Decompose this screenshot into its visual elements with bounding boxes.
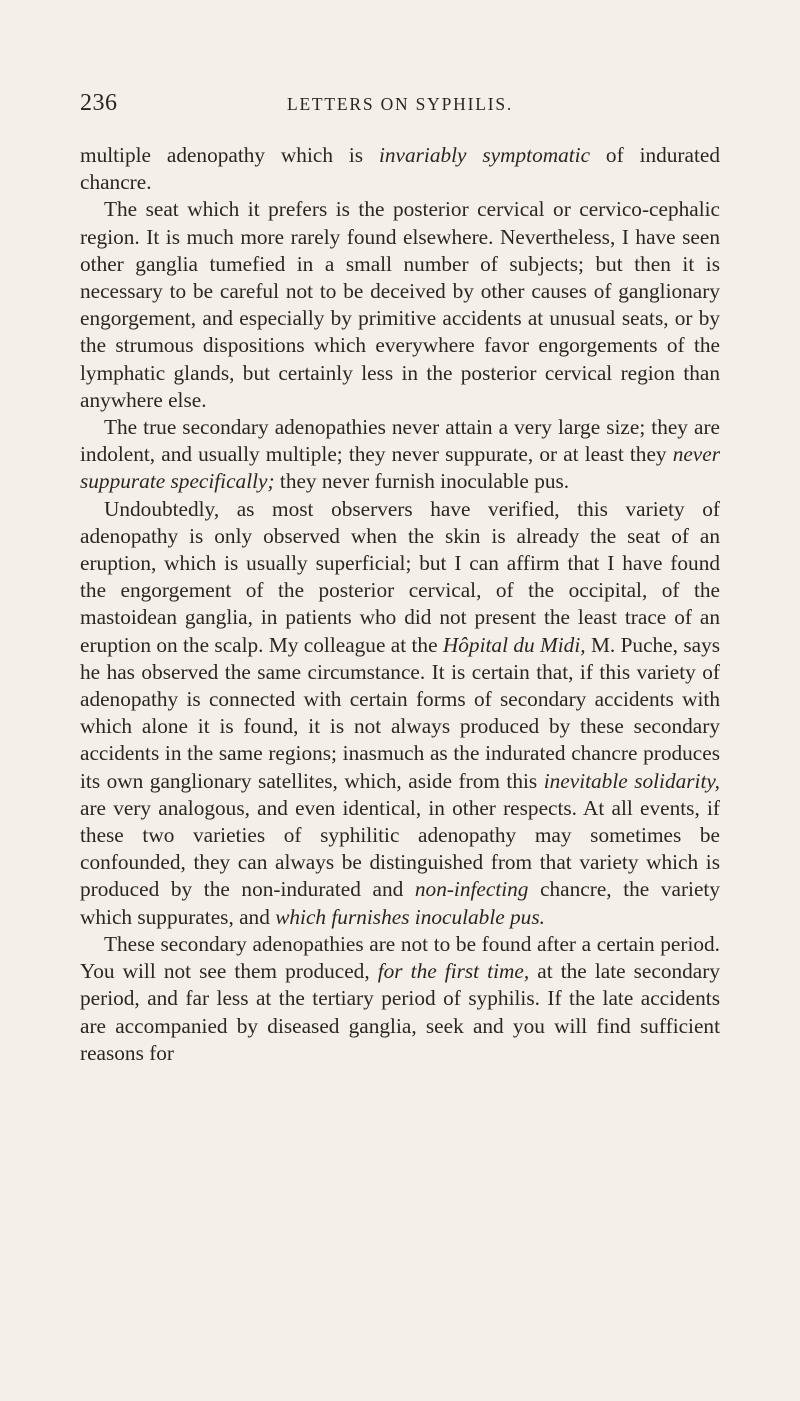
italic-segment: Hôpital du Midi, bbox=[442, 632, 586, 657]
paragraph-2 bbox=[80, 196, 720, 414]
paragraph-3 bbox=[80, 414, 720, 496]
text-segment: chancre, the variety which suppurates, and bbox=[80, 877, 720, 929]
text-segment: multiple adenopathy which is bbox=[80, 143, 379, 167]
italic-segment: which furnishes inoculable pus. bbox=[275, 904, 545, 929]
text-segment: The true secondary adenopathies never attain a very large size; they are indolent, and usually multiple; they never suppurate, or at least they bbox=[80, 415, 720, 467]
paragraph-1 bbox=[80, 142, 720, 196]
page-header bbox=[80, 90, 720, 120]
italic-segment: never suppurate specifically; bbox=[80, 442, 720, 494]
running-title: LETTERS ON SYPHILIS. bbox=[286, 94, 514, 114]
text-segment: are very analogous, and even identical, in other respects. At all events, if these two varieties of syphilitic adenopathy may sometimes be confounded, they can always be distinguished from that variety which is produced by the non-indurated and bbox=[80, 795, 720, 902]
italic-segment: invariably symptomatic bbox=[378, 143, 591, 167]
text-segment: Undoubtedly, as most observers have verified, this variety of adenopathy is only observed when the skin is already the seat of an eruption, which is usually superficial; but I can affirm that I have found the engorgement of the posterior cervical, of the occipital, of the mastoidean ganglia, in patients who did not present the least trace of an eruption on the scalp. My colleague at the bbox=[80, 496, 720, 657]
paragraph-4 bbox=[80, 496, 720, 931]
text-segment: they never furnish inoculable pus. bbox=[274, 469, 570, 494]
italic-segment: for the first time, bbox=[377, 959, 530, 984]
italic-segment: inevitable solidarity, bbox=[543, 768, 720, 793]
text-segment: of indurated chancre. bbox=[80, 143, 720, 195]
paragraph-5 bbox=[80, 931, 720, 1067]
body-text bbox=[80, 142, 720, 1067]
text-segment: The seat which it prefers is the posterior cervical or cervico-cephalic region. It is much more rarely found elsewhere. Nevertheless, I have seen other ganglia tumefied in a small number of subjects; but then it is necessary to be careful not to be deceived by other causes of ganglionary engorgement, and especially by primitive accidents at unusual seats, or by the strumous dispositions which everywhere favor engorgements of the lymphatic glands, but certainly less in the posterior cervical region than anywhere else. bbox=[80, 197, 720, 412]
italic-segment: non-infecting bbox=[414, 877, 529, 902]
text-segment: M. Puche, says he has observed the same circumstance. It is certain that, if this variety of adenopathy is connected with certain forms of secondary accidents with which alone it is found, it is not always produced by these secondary accidents in the same regions; inasmuch as the indurated chancre produces its own ganglionary satellites, which, aside from this bbox=[80, 632, 720, 793]
text-segment: at the late secondary period, and far less at the tertiary period of syphilis. If the late accidents are accompanied by diseased ganglia, seek and you will find sufficient reasons for bbox=[80, 959, 720, 1065]
page-number: 236 bbox=[80, 90, 118, 116]
text-segment: These secondary adenopathies are not to be found after a certain period. You will not see them produced, bbox=[80, 931, 720, 984]
